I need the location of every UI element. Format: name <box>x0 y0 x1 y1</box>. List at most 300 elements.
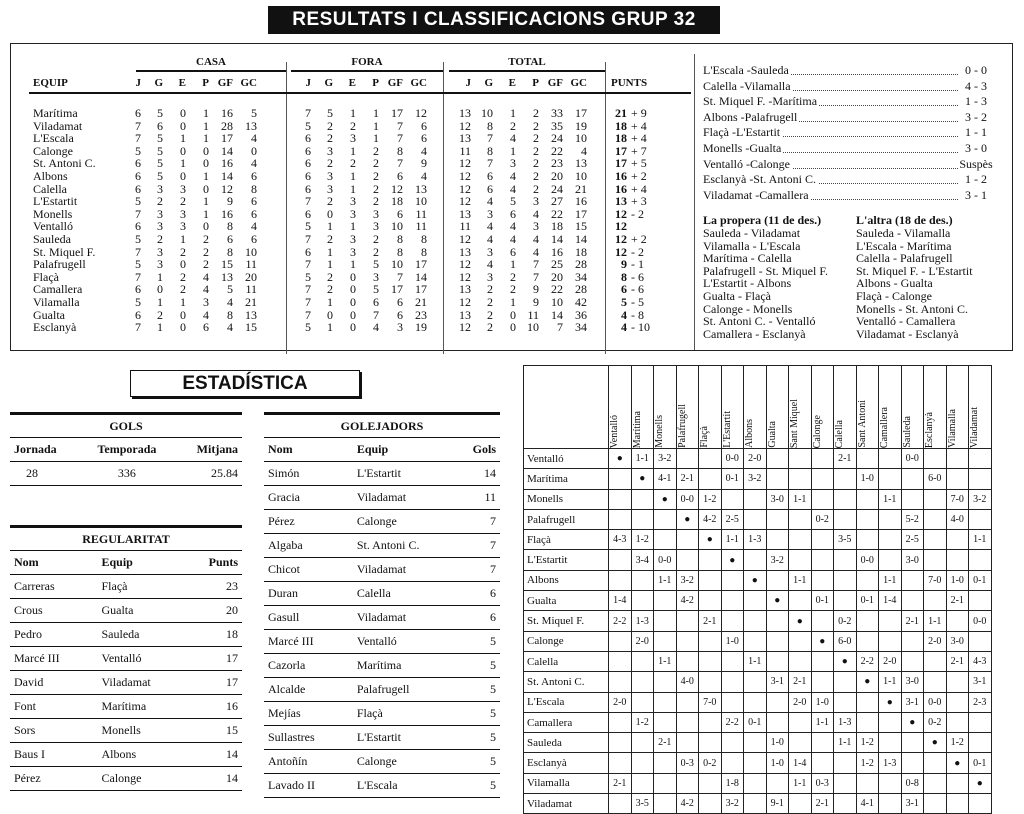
stat-value: 2 <box>373 156 379 171</box>
stat-value: 2 <box>180 244 186 259</box>
matrix-cell: 1-2 <box>631 530 654 550</box>
stat-value: 2 <box>327 282 333 297</box>
team-name: Calonge <box>356 754 397 768</box>
stat-value: 18 <box>575 244 587 259</box>
propera-title: La propera (11 de des.) <box>703 213 822 227</box>
matrix-row-label: Ventalló <box>524 449 609 469</box>
matrix-column-header <box>946 366 969 449</box>
matrix-cell <box>789 651 812 671</box>
points-diff: + 4 <box>631 118 647 133</box>
team-name: Flaçà <box>33 269 59 284</box>
matrix-column-header <box>654 366 677 449</box>
matrix-cell <box>744 773 767 793</box>
stat-value: 22 <box>551 282 563 297</box>
team-name: Esclanyà <box>33 320 77 335</box>
matrix-cell <box>654 611 677 631</box>
column-label: Marítima <box>631 410 643 448</box>
team-name: Camallera <box>33 282 83 297</box>
matrix-cell <box>654 672 677 692</box>
points-value: 16 <box>615 169 627 183</box>
sub-header: J <box>305 77 311 89</box>
stat-value: 8 <box>421 232 427 246</box>
stat-value: 2 <box>373 244 379 259</box>
stat-value: 4 <box>227 295 233 309</box>
result-score: Suspès <box>959 156 993 171</box>
matrix-cell <box>834 509 857 529</box>
matrix-cell <box>969 449 992 469</box>
stat-value: 11 <box>245 282 257 297</box>
stat-value: 5 <box>135 232 141 246</box>
matrix-cell <box>834 753 857 773</box>
stat-value: 13 <box>575 156 587 171</box>
stat-value: 2 <box>487 320 493 335</box>
stat-value: 1 <box>373 106 379 120</box>
player-name: Gracia <box>268 490 300 504</box>
matrix-cell: 3-1 <box>766 672 789 692</box>
value: 18 <box>226 627 238 641</box>
matrix-cell: 3-5 <box>631 794 654 814</box>
team-name: Flaçà <box>101 579 128 593</box>
matrix-cell: 1-1 <box>744 651 767 671</box>
sub-header: GF <box>547 77 563 89</box>
matrix-cell: 2-1 <box>676 469 699 489</box>
matrix-cell: 4-1 <box>654 469 677 489</box>
result-score: 4 - 3 <box>965 78 987 93</box>
matrix-cell: 3-4 <box>631 550 654 570</box>
matrix-cell <box>654 712 677 732</box>
regularitat-panel <box>10 525 242 791</box>
matrix-cell: 0-1 <box>744 712 767 732</box>
altra-match: Flaçà - Calonge <box>856 289 932 303</box>
points-diff: + 7 <box>631 143 647 158</box>
matrix-column-header <box>631 366 654 449</box>
diagonal-dot-icon: ● <box>811 631 834 651</box>
stat-value: 3 <box>157 257 163 272</box>
diagonal-dot-icon: ● <box>924 733 947 753</box>
stat-row <box>10 575 242 599</box>
stat-value: 20 <box>245 269 257 284</box>
group-title-total: TOTAL <box>508 56 546 68</box>
matrix-cell <box>946 469 969 489</box>
stat-value: 5 <box>157 106 163 120</box>
matrix-row <box>524 489 992 509</box>
matrix-cell: 1-1 <box>789 570 812 590</box>
matrix-cell <box>609 672 632 692</box>
matrix-cell <box>811 672 834 692</box>
stat-value: 6 <box>305 131 311 146</box>
matrix-cell <box>631 692 654 712</box>
header-row <box>264 438 500 462</box>
matrix-cell: 1-0 <box>856 469 879 489</box>
stat-value: 11 <box>415 206 427 221</box>
stat-value: 4 <box>533 232 539 246</box>
matrix-cell <box>834 773 857 793</box>
matrix-cell: 3-2 <box>654 449 677 469</box>
stat-value: 12 <box>459 156 471 171</box>
gols-title: GOLS <box>10 412 242 438</box>
stat-value: 7 <box>397 131 403 146</box>
matrix-cell <box>609 469 632 489</box>
column-header: Equip <box>356 442 389 456</box>
value: 7 <box>490 538 496 552</box>
matrix-cell: 2-0 <box>744 449 767 469</box>
matrix-cell <box>744 550 767 570</box>
column-label: Palafrugell <box>676 404 688 448</box>
stat-value: 7 <box>135 320 141 335</box>
points-value: 9 <box>621 257 627 272</box>
stat-value: 1 <box>203 206 209 221</box>
stat-value: 12 <box>459 320 471 335</box>
stat-value: 3 <box>327 143 333 158</box>
points-diff: - 1 <box>631 257 644 272</box>
team-name: Ventalló <box>356 634 397 648</box>
stat-value: 4 <box>510 131 516 146</box>
stat-value: 10 <box>575 169 587 183</box>
column-label: Calella <box>834 419 845 448</box>
stat-value: 5 <box>135 295 141 309</box>
points-diff: + 5 <box>631 156 647 171</box>
matrix-cell <box>879 509 902 529</box>
propera-match: Marítima - Calella <box>703 251 792 266</box>
result-score: 3 - 0 <box>965 141 987 155</box>
matrix-cell <box>676 550 699 570</box>
matrix-cell <box>609 794 632 814</box>
matrix-cell <box>901 651 924 671</box>
matrix-cell <box>834 550 857 570</box>
team-name: Sauleda <box>33 232 71 246</box>
matrix-cell: 1-2 <box>631 712 654 732</box>
team-name: Albons <box>101 747 137 761</box>
team-name: St. Miquel F. <box>33 244 96 259</box>
stat-value: 13 <box>415 181 427 196</box>
stat-value: 34 <box>575 320 587 335</box>
stat-value: 6 <box>251 169 257 183</box>
value: 5 <box>490 682 496 696</box>
altra-match: Sauleda - Vilamalla <box>856 226 951 240</box>
matrix-cell: 7-0 <box>699 692 722 712</box>
column-label: Sant Miquel <box>789 398 800 448</box>
stat-value: 4 <box>510 181 516 196</box>
stat-row <box>264 726 500 750</box>
matrix-cell <box>631 753 654 773</box>
matrix-row-label: Camallera <box>524 712 609 732</box>
matrix-cell <box>969 733 992 753</box>
matrix-cell <box>676 449 699 469</box>
stat-value: 19 <box>415 320 427 335</box>
matrix-cell <box>946 611 969 631</box>
matrix-cell <box>789 733 812 753</box>
stat-value: 0 <box>251 143 257 158</box>
stat-value: 2 <box>373 181 379 196</box>
matrix-row <box>524 611 992 631</box>
sub-header: GC <box>410 77 427 89</box>
matrix-cell <box>631 591 654 611</box>
player-name: Chicot <box>268 562 300 576</box>
stat-value: 7 <box>373 307 379 322</box>
stat-row <box>10 599 242 623</box>
stat-value: 5 <box>227 282 233 297</box>
matrix-row <box>524 530 992 550</box>
matrix-cell <box>856 773 879 793</box>
stat-value: 3 <box>327 169 333 183</box>
result-match: Monells -Gualta <box>703 141 782 155</box>
player-name: Marcé III <box>268 634 314 648</box>
sub-header: G <box>154 77 163 89</box>
matrix-row <box>524 753 992 773</box>
stat-value: 34 <box>575 269 587 284</box>
matrix-cell <box>631 509 654 529</box>
page-title: RESULTATS I CLASSIFICACIONS GRUP 32 <box>268 6 720 34</box>
points-value: 17 <box>615 143 627 158</box>
result-match: Esclanyà -St. Antoni C. <box>703 172 816 187</box>
matrix-row-label: Marítima <box>524 469 609 489</box>
stat-value: 5 <box>305 118 311 133</box>
stat-value: 12 <box>459 118 471 133</box>
matrix-cell <box>699 773 722 793</box>
matrix-cell: 1-1 <box>811 712 834 732</box>
propera-match: Camallera - Esclanyà <box>703 326 806 341</box>
matrix-cell: 2-1 <box>946 651 969 671</box>
diagonal-dot-icon: ● <box>856 672 879 692</box>
matrix-cell <box>924 489 947 509</box>
stat-value: 3 <box>373 219 379 234</box>
stat-value: 1 <box>350 143 356 158</box>
stat-value: 6 <box>397 295 403 309</box>
points-diff: - 2 <box>631 206 644 221</box>
sub-header: E <box>348 77 356 89</box>
stat-value: 4 <box>203 282 209 297</box>
stat-value: 2 <box>327 232 333 246</box>
matrix-cell: 1-1 <box>631 449 654 469</box>
stat-value: 17 <box>415 282 427 297</box>
points-value: 12 <box>615 244 627 259</box>
matrix-cell <box>946 530 969 550</box>
stat-value: 25 <box>551 257 563 272</box>
value: 5 <box>490 778 496 792</box>
matrix-cell <box>856 692 879 712</box>
stat-value: 3 <box>180 219 186 234</box>
stat-value: 1 <box>157 295 163 309</box>
matrix-row <box>524 570 992 590</box>
stat-value: 6 <box>373 295 379 309</box>
stat-value: 14 <box>221 169 233 183</box>
altra-match: L'Escala - Marítima <box>856 238 952 253</box>
matrix-cell: 1-1 <box>789 773 812 793</box>
stat-value: 8 <box>487 143 493 158</box>
player-name: Pérez <box>268 514 295 528</box>
stat-value: 3 <box>533 194 539 209</box>
matrix-cell <box>946 692 969 712</box>
matrix-row-label: L'Estartit <box>524 550 609 570</box>
stat-value: 4 <box>421 143 427 158</box>
matrix-cell <box>946 672 969 692</box>
diagonal-dot-icon: ● <box>676 509 699 529</box>
matrix-cell <box>699 469 722 489</box>
team-name: L'Escala <box>356 778 398 792</box>
stat-value: 0 <box>180 106 186 120</box>
sub-header: P <box>532 77 539 89</box>
stat-value: 27 <box>551 194 563 209</box>
altra-title: L'altra (18 de des.) <box>856 213 953 227</box>
stat-value: 2 <box>510 269 516 284</box>
stat-value: 5 <box>305 219 311 234</box>
stat-value: 10 <box>245 244 257 259</box>
points-value: 21 <box>615 106 627 120</box>
matrix-cell <box>744 794 767 814</box>
altra-match: Albons - Gualta <box>856 276 933 291</box>
stat-value: 3 <box>397 320 403 335</box>
stat-value: 5 <box>373 282 379 297</box>
golejadors-title: GOLEJADORS <box>264 412 500 438</box>
matrix-row-label: St. Antoni C. <box>524 672 609 692</box>
player-name: Lavado II <box>268 778 315 792</box>
stat-value: 10 <box>391 257 403 272</box>
stat-value: 11 <box>459 143 471 158</box>
altra-match: St. Miquel F. - L'Estartit <box>856 263 973 278</box>
stat-row <box>10 671 242 695</box>
stat-value: 4 <box>373 320 379 335</box>
matrix-cell <box>901 489 924 509</box>
team-name: St. Antoni C. <box>356 538 420 552</box>
matrix-cell: 0-0 <box>969 611 992 631</box>
stat-value: 1 <box>373 118 379 133</box>
matrix-cell <box>699 794 722 814</box>
regularitat-title: REGULARITAT <box>10 525 242 551</box>
stat-value: 7 <box>533 269 539 284</box>
stat-value: 2 <box>487 307 493 322</box>
matrix-cell <box>676 631 699 651</box>
stat-value: 28 <box>575 257 587 272</box>
matrix-cell <box>969 469 992 489</box>
stat-value: 1 <box>350 219 356 234</box>
stat-value: 15 <box>245 320 257 335</box>
stat-value: 18 <box>551 219 563 234</box>
matrix-cell <box>721 570 744 590</box>
propera-match: Palafrugell - St. Miquel F. <box>703 263 829 278</box>
matrix-cell <box>631 651 654 671</box>
stat-value: 12 <box>459 169 471 183</box>
team-name: Ventalló <box>101 651 142 665</box>
matrix-cell <box>609 550 632 570</box>
stat-value: 1 <box>180 156 186 171</box>
stat-row <box>10 719 242 743</box>
stat-value: 1 <box>180 131 186 146</box>
stat-row <box>264 486 500 510</box>
stat-value: 16 <box>221 156 233 171</box>
team-name: Sauleda <box>101 627 140 641</box>
value: 17 <box>226 675 238 689</box>
stat-value: 12 <box>459 269 471 284</box>
matrix-cell <box>811 753 834 773</box>
stat-value: 21 <box>245 295 257 309</box>
stat-value: 8 <box>227 307 233 322</box>
diagonal-dot-icon: ● <box>789 611 812 631</box>
matrix-cell: 2-2 <box>609 611 632 631</box>
player-name: Algaba <box>268 538 303 552</box>
matrix-cell <box>609 631 632 651</box>
stat-value: 5 <box>373 257 379 272</box>
matrix-cell <box>721 591 744 611</box>
matrix-cell: 0-0 <box>676 489 699 509</box>
column-header: Punts <box>208 555 238 569</box>
points-value: 4 <box>621 320 627 335</box>
matrix-cell <box>969 631 992 651</box>
stat-value: 24 <box>551 131 563 146</box>
matrix-cell <box>856 570 879 590</box>
gols-panel <box>10 412 242 486</box>
matrix-cell <box>744 672 767 692</box>
matrix-cell <box>766 530 789 550</box>
player-name: Carreras <box>14 579 55 593</box>
stat-value: 1 <box>327 219 333 234</box>
stat-value: 0 <box>203 156 209 171</box>
altra-match: Ventalló - Camallera <box>856 314 956 329</box>
stat-row <box>264 534 500 558</box>
stat-value: 0 <box>180 169 186 183</box>
result-match: Calella -Vilamalla <box>703 78 791 93</box>
matrix-cell <box>811 651 834 671</box>
player-name: Simón <box>268 466 300 480</box>
stat-value: 3 <box>533 219 539 234</box>
matrix-cell <box>969 550 992 570</box>
matrix-cell <box>879 733 902 753</box>
stat-row <box>10 743 242 767</box>
stat-value: 16 <box>575 194 587 209</box>
matrix-row <box>524 773 992 793</box>
matrix-cell: 1-3 <box>744 530 767 550</box>
stat-value: 16 <box>221 206 233 221</box>
matrix-cell <box>924 550 947 570</box>
stat-value: 3 <box>510 156 516 171</box>
stat-value: 23 <box>551 156 563 171</box>
result-match: Flaçà -L'Estartit <box>703 125 781 140</box>
matrix-cell: 3-2 <box>969 489 992 509</box>
player-name: Pedro <box>14 627 42 641</box>
stat-value: 5 <box>305 269 311 284</box>
stat-value: 12 <box>391 181 403 196</box>
sub-header: GC <box>240 77 257 89</box>
matrix-cell <box>766 631 789 651</box>
team-name: L'Escala <box>33 131 74 146</box>
team-name: Calonge <box>101 771 142 785</box>
matrix-cell <box>766 611 789 631</box>
matrix-cell <box>744 631 767 651</box>
matrix-cell: 5-2 <box>901 509 924 529</box>
points-value: 16 <box>615 181 627 196</box>
sub-header: E <box>178 77 186 89</box>
stat-value: 6 <box>421 118 427 133</box>
stat-value: 7 <box>557 320 563 335</box>
stat-value: 2 <box>533 131 539 146</box>
stat-value: 6 <box>135 156 141 171</box>
matrix-cell <box>901 570 924 590</box>
column-label: Camallera <box>879 406 890 448</box>
result-score: 0 - 0 <box>965 63 987 77</box>
matrix-row-label: Sauleda <box>524 733 609 753</box>
matrix-cell <box>879 794 902 814</box>
matrix-cell <box>811 550 834 570</box>
matrix-row-label: Monells <box>524 489 609 509</box>
stat-value: 28 <box>221 118 233 133</box>
matrix-cell <box>631 733 654 753</box>
matrix-column-header <box>744 366 767 449</box>
stat-value: 0 <box>327 307 333 322</box>
diagonal-dot-icon: ● <box>946 753 969 773</box>
column-separator <box>694 54 695 350</box>
matrix-cell <box>609 753 632 773</box>
stat-value: 8 <box>397 143 403 158</box>
matrix-cell: 1-0 <box>766 733 789 753</box>
